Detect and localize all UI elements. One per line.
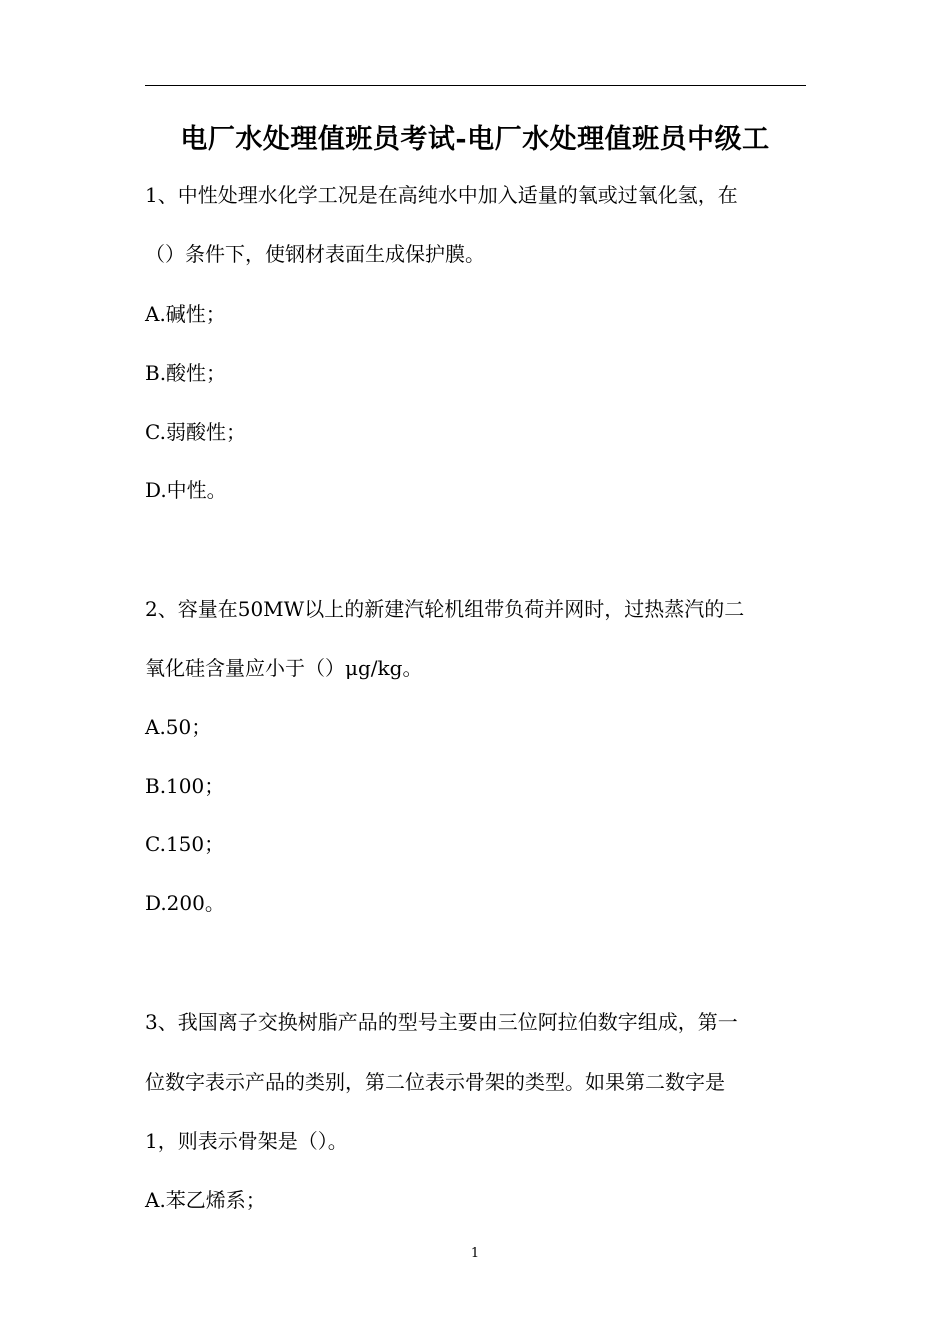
document-title: 电厂水处理值班员考试-电厂水处理值班员中级工 xyxy=(180,124,770,155)
header-rule xyxy=(145,85,806,86)
question-1-stem-line-1: 1、中性处理水化学工况是在高纯水中加入适量的氧或过氧化氢，在 xyxy=(145,183,738,207)
question-1-stem-line-2: （）条件下，使钢材表面生成保护膜。 xyxy=(145,242,485,266)
question-3-stem-line-2: 位数字表示产品的类别，第二位表示骨架的类型。如果第二数字是 xyxy=(145,1070,725,1094)
question-2-stem-line-2: 氧化硅含量应小于（）μg/kg。 xyxy=(145,656,423,680)
question-3-option-a: A.苯乙烯系； xyxy=(145,1188,266,1212)
question-1-option-c: C.弱酸性； xyxy=(145,420,246,444)
question-1-option-d: D.中性。 xyxy=(145,478,227,502)
question-2-option-b: B.100； xyxy=(145,774,225,798)
question-3-stem-line-3: 1，则表示骨架是（）。 xyxy=(145,1129,348,1153)
page-number: 1 xyxy=(470,1246,480,1261)
question-2-option-a: A.50； xyxy=(145,715,212,739)
question-1-option-b: B.酸性； xyxy=(145,361,227,385)
question-3-stem-line-1: 3、我国离子交换树脂产品的型号主要由三位阿拉伯数字组成，第一 xyxy=(145,1010,738,1034)
question-1-option-a: A.碱性； xyxy=(145,302,226,326)
question-2-stem-line-1: 2、容量在50MW以上的新建汽轮机组带负荷并网时，过热蒸汽的二 xyxy=(145,597,745,621)
question-2-option-d: D.200。 xyxy=(145,891,225,915)
question-2-option-c: C.150； xyxy=(145,832,225,856)
